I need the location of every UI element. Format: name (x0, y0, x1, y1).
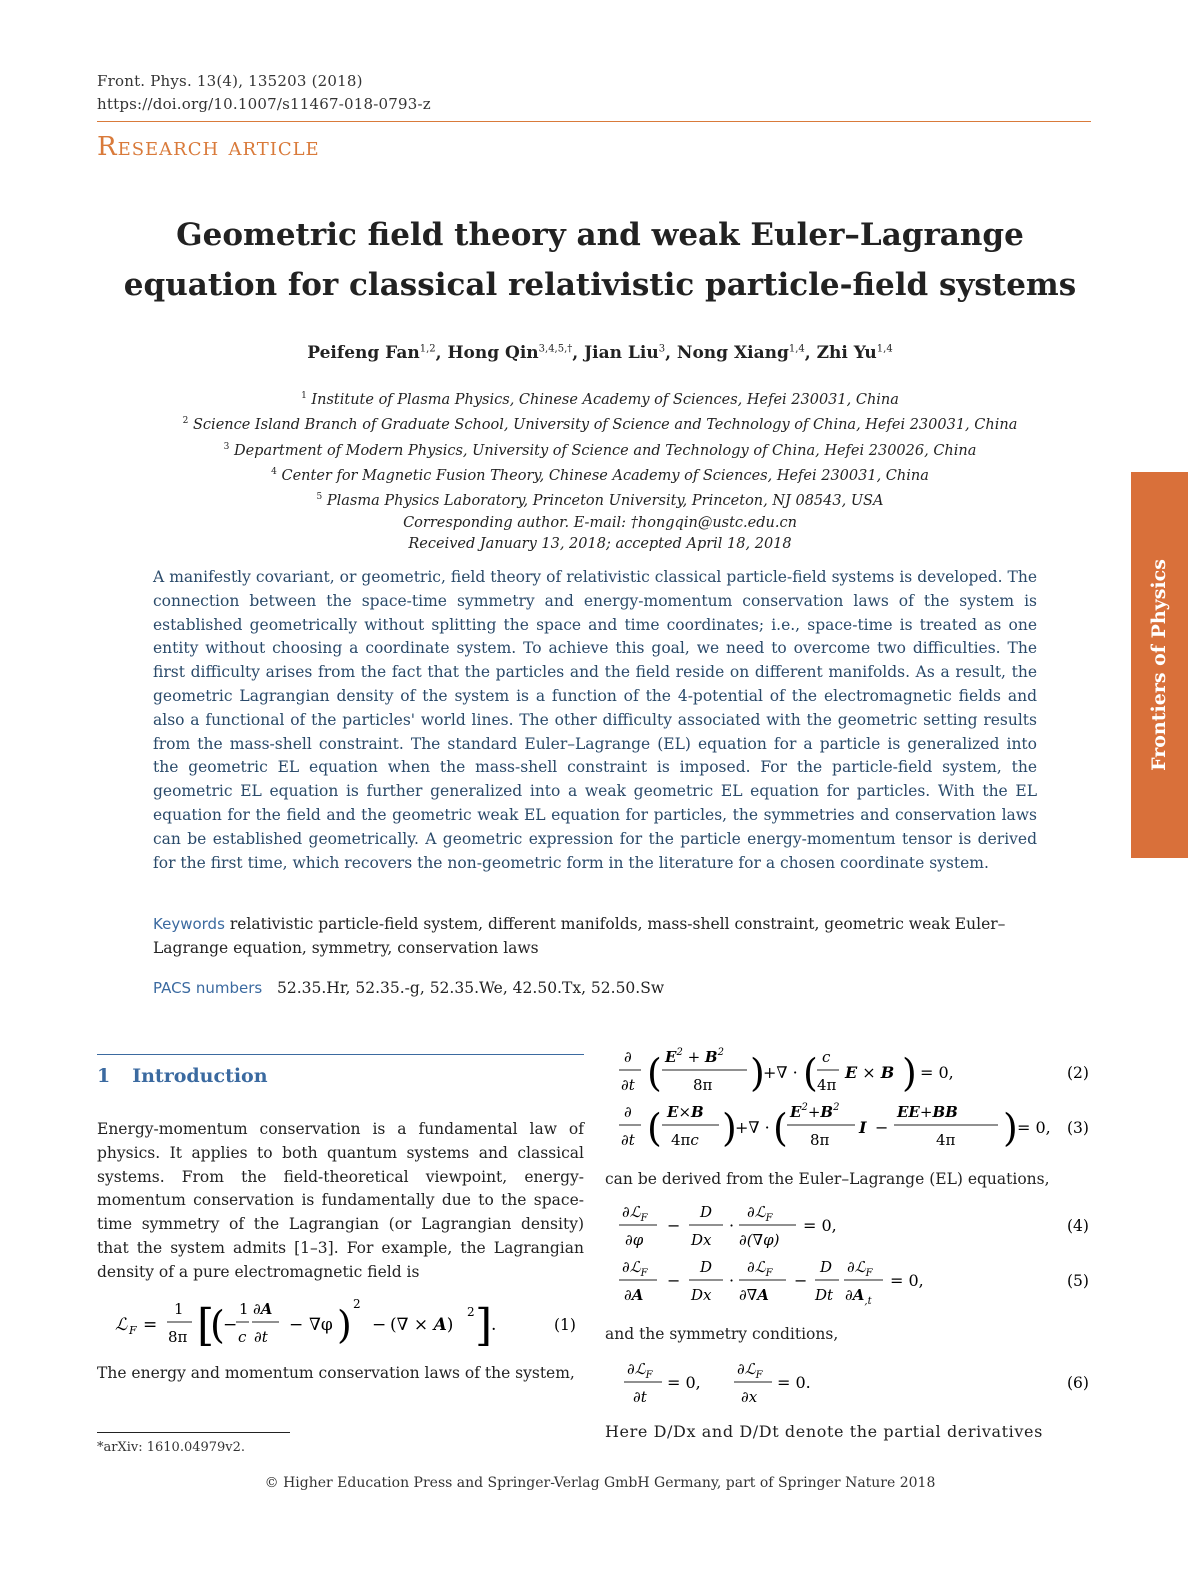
svg-text:c: c (238, 1328, 247, 1346)
svg-text:∂A: ∂A (253, 1300, 273, 1318)
svg-text:E × B: E × B (845, 1063, 895, 1082)
footnote: *arXiv: 1610.04979v2. (97, 1440, 246, 1455)
svg-text:∂∇A: ∂∇A (739, 1286, 769, 1304)
svg-text:=: = (143, 1315, 158, 1335)
svg-text:−: − (372, 1315, 387, 1335)
equation-number: (1) (554, 1316, 576, 1334)
svg-text:∂ℒF: ∂ℒ$_F$ (747, 1203, 773, 1224)
svg-text:ℒ: ℒ (115, 1315, 128, 1335)
svg-text:∂t: ∂t (621, 1076, 635, 1094)
affiliation: $^3$ Department of Modern Physics, University of Science and Technology of China, Hefei 230026, China (223, 441, 977, 459)
svg-text:∂A,t: $\partial A_{,t}$ (845, 1286, 872, 1307)
svg-text:Dx: Dx (691, 1286, 712, 1304)
affiliation: $^5$ Plasma Physics Laboratory, Princeton University, Princeton, NJ 08543, USA (316, 492, 884, 510)
right-text-3: Here D/Dx and D/Dt denote the partial derivatives (605, 1422, 1043, 1441)
section-number: 1 (97, 1065, 111, 1087)
affiliation: $^2$ Science Island Branch of Graduate School, University of Science and Technology of China, Hefei 230031, China (182, 416, 1018, 434)
paper-title-line1: Geometric field theory and weak Euler–Lagrange (176, 217, 1024, 253)
section-rule (97, 1054, 584, 1055)
svg-text:4πc: 4πc (671, 1131, 699, 1149)
author: Hong Qin (447, 343, 539, 363)
svg-text:∂: ∂ (624, 1103, 632, 1121)
svg-text:= 0,: = 0, (890, 1271, 924, 1290)
svg-text:∂ℒF: ∂ℒ$_F$ (622, 1258, 648, 1279)
svg-text:(: ( (773, 1106, 788, 1150)
section-title: Introduction (132, 1065, 268, 1087)
equations-4-5 (605, 1195, 1095, 1320)
svg-text:∂ℒF: ∂ℒ$_F$ (737, 1360, 763, 1381)
journal-side-tab (1131, 472, 1188, 858)
svg-text:4π: 4π (817, 1076, 837, 1094)
svg-text:8π: 8π (693, 1076, 713, 1094)
section-heading (97, 1065, 268, 1087)
svg-text:): ) (722, 1106, 737, 1150)
svg-text:2: 2 (353, 1297, 361, 1311)
svg-text:(: ( (647, 1051, 662, 1095)
svg-text:−: − (667, 1271, 681, 1290)
svg-text:∂ℒF: ∂ℒ$_F$ (627, 1360, 653, 1381)
svg-text:= 0,: = 0, (1017, 1118, 1051, 1137)
copyright: © Higher Education Press and Springer-Verlag GmbH Germany, part of Springer Nature 2018 (264, 1475, 936, 1491)
svg-text:∂t: ∂t (633, 1388, 647, 1406)
svg-text:): ) (902, 1051, 917, 1095)
author: Peifeng Fan (307, 343, 420, 363)
pacs-text: 52.35.Hr, 52.35.-g, 52.35.We, 42.50.Tx, 52.50.Sw (277, 979, 665, 997)
svg-text:D: D (700, 1203, 713, 1221)
svg-text:[: [ (197, 1300, 215, 1351)
svg-text:−: − (223, 1315, 238, 1335)
svg-text:]: ] (475, 1300, 493, 1351)
paper-title-line2: equation for classical relativistic particle-field systems (123, 267, 1077, 303)
svg-text:8π: 8π (810, 1131, 830, 1149)
svg-text:= 0,: = 0, (667, 1373, 701, 1392)
keywords-text: relativistic particle-field system, different manifolds, mass-shell constraint, geometric weak Euler–Lagrange equation, symmetry, conservation laws (153, 915, 1006, 957)
keywords (153, 913, 1037, 961)
footnote-rule (97, 1432, 290, 1433)
right-text-2: and the symmetry conditions, (605, 1325, 839, 1343)
author: Zhi Yu (816, 343, 877, 363)
keywords-label: Keywords (153, 915, 225, 933)
svg-text:E2 + B2: $E^2 + B^2$ (665, 1047, 724, 1066)
svg-text:−: − (875, 1118, 889, 1137)
equations-2-3 (605, 1040, 1095, 1160)
svg-text:): ) (337, 1303, 352, 1347)
svg-text:−: − (794, 1271, 808, 1290)
svg-text:= 0,: = 0, (803, 1216, 837, 1235)
abstract: A manifestly covariant, or geometric, field theory of relativistic classical particle-field systems is developed. The connection between the space-time symmetry and energy-momentum conservation laws of the system is established geometrically without splitting the space and time coordinates; i.e., space-time is treated as one entity without choosing a coordinate system. To achieve this goal, we need to overcome two difficulties. The first difficulty arises from the fact that the particles and the field reside on different manifolds. As a result, the geometric Lagrangian density of the system is a function of the 4-potential of the electromagnetic fields and also a functional of the particles' world lines. The other difficulty associated with the geometric setting results from the mass-shell constraint. The standard Euler–Lagrange (EL) equation for a particle is generalized into the geometric EL equation when the mass-shell constraint is imposed. For the particle-field system, the geometric EL equation is further generalized into a weak geometric EL equation for particles. With the EL equation for the field and the geometric weak EL equation for particles, the symmetries and conservation laws can be established geometrically. A geometric expression for the particle energy-momentum tensor is derived for the first time, which recovers the non-geometric form in the literature for a chosen coordinate system. (153, 568, 1037, 872)
svg-text:+∇ ·: +∇ · (763, 1063, 798, 1082)
svg-text:EE+BB: EE+BB (897, 1103, 958, 1121)
svg-text:∂(∇φ): ∂(∇φ) (739, 1231, 780, 1249)
svg-text:∂A: ∂A (624, 1286, 644, 1304)
svg-text:E×B: E×B (667, 1103, 704, 1121)
equation-number: (4) (1067, 1217, 1089, 1235)
svg-text:(: ( (803, 1051, 818, 1095)
author: Jian Liu (584, 343, 659, 363)
svg-text:1: 1 (174, 1300, 184, 1318)
author-list: Peifeng Fan$^{1,2}$, Hong Qin$^{3,4,5,\dagger}$, Jian Liu$^3$, Nong Xiang$^{1,4}$, Zhi Yu$^{1,4}$ (307, 343, 893, 363)
svg-text:·: · (729, 1271, 735, 1290)
svg-text:∂t: ∂t (254, 1328, 268, 1346)
svg-text:2: 2 (467, 1305, 475, 1319)
svg-text:(: ( (210, 1303, 225, 1347)
pacs (153, 979, 664, 997)
doi-link[interactable]: https://doi.org/10.1007/s11467-018-0793-z (97, 95, 431, 113)
svg-text:D: D (820, 1258, 833, 1276)
side-tab-label: Frontiers of Physics (1148, 559, 1170, 771)
section-label: Research article (97, 132, 320, 162)
author: Nong Xiang (676, 343, 789, 363)
svg-text:−: − (667, 1216, 681, 1235)
svg-text:Dx: Dx (691, 1231, 712, 1249)
svg-text:): ) (1003, 1106, 1018, 1150)
svg-text:∂x: ∂x (741, 1388, 758, 1406)
svg-text:∂ℒF: ∂ℒ$_F$ (622, 1203, 648, 1224)
equation-6 (605, 1352, 1095, 1414)
svg-text:(∇ × A): (∇ × A) (390, 1315, 454, 1335)
intro-paragraph-1: Energy-momentum conservation is a fundamental law of physics. It applies to both quantum systems and classical systems. From the field-theoretical viewpoint, energy-momentum conservation is fundamentally due to the space-time symmetry of the Lagrangian (or Lagrangian density) that the system admits [1–3]. For example, the Lagrangian density of a pure electromagnetic field is (97, 1120, 584, 1281)
intro-paragraph-2: The energy and momentum conservation laws of the system, (97, 1364, 575, 1382)
equation-1 (97, 1292, 587, 1358)
svg-text:.: . (491, 1315, 497, 1335)
right-text-1: can be derived from the Euler–Lagrange (EL) equations, (605, 1170, 1050, 1188)
equation-number: (6) (1067, 1374, 1089, 1392)
svg-text:c: c (822, 1048, 831, 1066)
equation-number: (5) (1067, 1272, 1089, 1290)
svg-text:= 0.: = 0. (777, 1373, 811, 1392)
svg-text:+∇ ·: +∇ · (735, 1118, 770, 1137)
svg-text:D: D (700, 1258, 713, 1276)
svg-text:(: ( (647, 1106, 662, 1150)
header-rule (97, 121, 1091, 122)
svg-text:8π: 8π (168, 1328, 188, 1346)
svg-text:∂ℒF: ∂ℒ$_F$ (847, 1258, 873, 1279)
journal-citation: Front. Phys. 13(4), 135203 (2018) (97, 72, 363, 90)
svg-text:∂φ: ∂φ (625, 1231, 644, 1249)
affiliation: $^4$ Center for Magnetic Fusion Theory, Chinese Academy of Sciences, Hefei 230031, China (271, 466, 929, 484)
svg-text:·: · (729, 1216, 735, 1235)
pacs-label: PACS numbers (153, 979, 263, 997)
affiliation: $^1$ Institute of Plasma Physics, Chinese Academy of Sciences, Hefei 230031, China (301, 391, 899, 408)
svg-text:Dt: Dt (815, 1286, 834, 1304)
svg-text:∂: ∂ (624, 1048, 632, 1066)
svg-text:): ) (750, 1051, 765, 1095)
svg-text:∂ℒF: ∂ℒ$_F$ (747, 1258, 773, 1279)
affiliations (0, 386, 1200, 556)
svg-text:4π: 4π (936, 1131, 956, 1149)
svg-text:E2+B2: $E^2+B^2$ (790, 1102, 840, 1121)
svg-text:= 0,: = 0, (920, 1063, 954, 1082)
svg-text:1: 1 (239, 1300, 249, 1318)
svg-text:∇φ: ∇φ (309, 1315, 333, 1335)
equation-number: (2) (1067, 1064, 1089, 1082)
equation-number: (3) (1067, 1119, 1089, 1137)
svg-text:−: − (289, 1315, 304, 1335)
svg-text:∂t: ∂t (621, 1131, 635, 1149)
svg-text:F: F (129, 1324, 137, 1337)
svg-text:I: I (859, 1118, 867, 1137)
received-date: Received January 13, 2018; accepted April 18, 2018 (408, 536, 792, 553)
corresponding-author: Corresponding author. E-mail: †hongqin@ustc.edu.cn (403, 514, 797, 531)
